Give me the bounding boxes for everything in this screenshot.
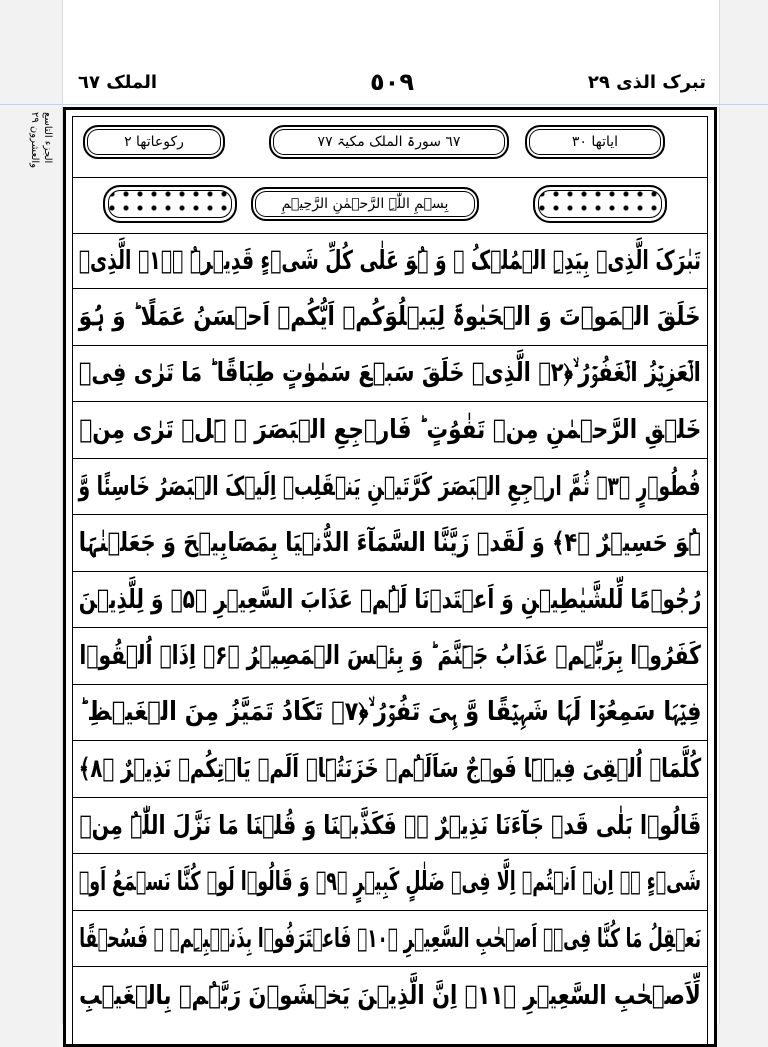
verse-line [73, 798, 707, 854]
verse-text: کَفَرُوۡا بِرَبِّہِمۡ عَذَابُ جَہَنَّمَ ؕ وَ بِئۡسَ الۡمَصِیۡرُ ﴿۶﴾ اِذَاۤ اُلۡقُوۡا [79, 641, 701, 671]
verse-line [73, 515, 707, 572]
right-ornament [533, 185, 667, 223]
ruku-count-label: رکوعاتھا ٢ [124, 134, 184, 150]
verse-text: رُجُوۡمًا لِّلشَّیٰطِیۡنِ وَ اَعۡتَدۡنَا لَہُمۡ عَذَابَ السَّعِیۡرِ ﴿۵﴾ وَ لِلَّذِیۡنَ [78, 584, 701, 615]
header-juz-name: تبرک الذی ٢٩ [587, 72, 706, 93]
bismillah-banner [73, 177, 707, 234]
verse-line [73, 459, 707, 515]
verse-line [73, 854, 707, 911]
text-frame-inner [72, 116, 708, 1044]
verse-line [73, 911, 707, 967]
verse-text: خَلَقَ الۡمَوۡتَ وَ الۡحَیٰوۃَ لِیَبۡلُوَکُمۡ اَیُّکُمۡ اَحۡسَنُ عَمَلًا ؕ وَ ہُوَ [79, 302, 701, 332]
verse-text: خَلۡقِ الرَّحۡمٰنِ مِنۡ تَفٰوُتٍ ؕ فَارۡجِعِ الۡبَصَرَ ۙ ہَلۡ تَرٰی مِنۡ [78, 415, 701, 445]
ayat-count-label: ایاتھا ٣٠ [571, 134, 619, 150]
verse-text: کُلَّمَاۤ اُلۡقِیَ فِیۡہَا فَوۡجٌ سَاَلَہُمۡ خَزَنَتُہَاۤ اَلَمۡ یَاۡتِکُمۡ نَذِیۡرٌ ﴿۸﴾ [78, 754, 701, 784]
verse-line [73, 233, 707, 289]
verse-text: ہُوَ حَسِیۡرٌ ﴿۴﴾ وَ لَقَدۡ زَیَّنَّا السَّمَآءَ الدُّنۡیَا بِمَصَابِیۡحَ وَ جَعَلۡنٰہَا [78, 528, 701, 558]
header-divider [0, 104, 768, 105]
verse-text: نَعۡقِلُ مَا کُنَّا فِیۡۤ اَصۡحٰبِ السَّعِیۡرِ ﴿۱۰﴾ فَاعۡتَرَفُوۡا بِذَنۡۢبِہِمۡ ۚ فَسُحۡقًا [79, 923, 701, 954]
verse-line [73, 572, 707, 628]
bismillah-text: بِسۡمِ اللّٰہِ الرَّحۡمٰنِ الرَّحِیۡمِ [281, 196, 449, 212]
surah-title-cartouche [269, 125, 509, 159]
verse-text: قَالُوۡا بَلٰی قَدۡ جَآءَنَا نَذِیۡرٌ ۬ۙ فَکَذَّبۡنَا وَ قُلۡنَا مَا نَزَّلَ اللّٰہُ مِنۡ [79, 810, 701, 841]
verse-text: لِّاَصۡحٰبِ السَّعِیۡرِ ﴿۱۱﴾ اِنَّ الَّذِیۡنَ یَخۡشَوۡنَ رَبَّہُمۡ بِالۡغَیۡبِ [79, 980, 701, 1011]
verse-text: فِیۡہَا سَمِعُوۡا لَہَا شَہِیۡقًا وَّ ہِیَ تَفُوۡرُ ۙ﴿۷﴾ تَکَادُ تَمَیَّزُ مِنَ الۡغَیۡظِ ؕ [79, 697, 701, 727]
surah-banner [73, 117, 707, 178]
ruku-count-cartouche [83, 125, 225, 159]
verse-text: الۡعَزِیۡزُ الۡغَفُوۡرُ ۙ﴿۲﴾ الَّذِیۡ خَلَقَ سَبۡعَ سَمٰوٰتٍ طِبَاقًا ؕ مَا تَرٰی فِیۡ [79, 358, 701, 388]
bismillah-cartouche [251, 187, 479, 221]
verse-line [73, 967, 707, 1024]
surah-title-label: ٦٧ سورۃ الملک مکیۃ ٧٧ [317, 134, 461, 150]
left-ornament [103, 185, 237, 223]
verse-line [73, 741, 707, 798]
page-header [72, 68, 712, 102]
verse-line [73, 289, 707, 346]
verse-text: شَیۡءٍ ۚۖ اِنۡ اَنۡتُمۡ اِلَّا فِیۡ ضَلٰلٍ کَبِیۡرٍ ﴿۹﴾ وَ قَالُوۡا لَوۡ کُنَّا نَسۡمَعُ اَوۡ [78, 867, 701, 897]
text-frame [63, 107, 717, 1047]
verse-line [73, 685, 707, 741]
verse-line [73, 628, 707, 685]
ayat-count-cartouche [525, 125, 665, 159]
header-surah-name: الملک ٦٧ [78, 72, 158, 93]
verse-line [73, 346, 707, 402]
verse-text: تَبٰرَکَ الَّذِیۡ بِیَدِہِ الۡمُلۡکُ ۫ وَ ہُوَ عَلٰی کُلِّ شَیۡءٍ قَدِیۡرُۨ ۙ﴿۱﴾ الَّذِیۡ [78, 245, 701, 276]
verse-line [73, 402, 707, 459]
juz-side-note: الجزء التاسع والعشرون ٢٩ [29, 112, 53, 169]
page-number: ٥٠٩ [370, 68, 414, 96]
verse-text: فُطُوۡرٍ ﴿۳﴾ ثُمَّ ارۡجِعِ الۡبَصَرَ کَرَّتَیۡنِ یَنۡقَلِبۡ اِلَیۡکَ الۡبَصَرُ خَاسِئًا وَّ [78, 471, 701, 502]
